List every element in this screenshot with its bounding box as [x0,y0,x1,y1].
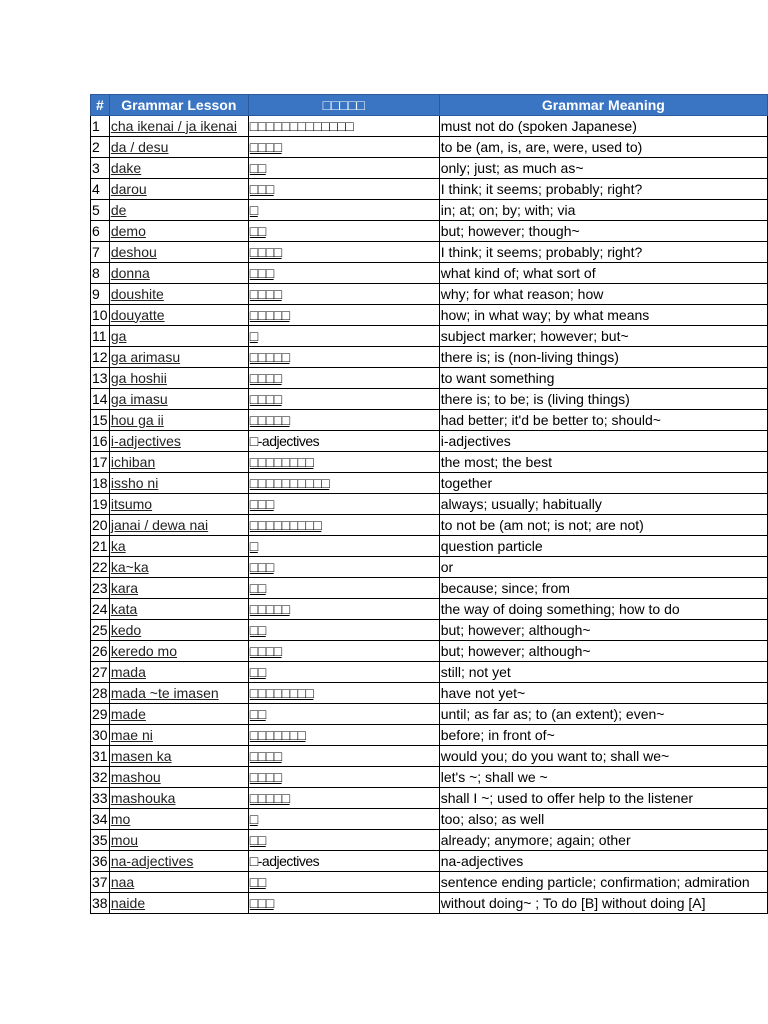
table-row [91,599,768,620]
grammar-meaning: together [439,473,767,494]
row-number: 32 [91,767,110,788]
grammar-lesson-link[interactable]: mashouka [109,788,248,809]
grammar-lesson-link[interactable]: doushite [109,284,248,305]
grammar-meaning: already; anymore; again; other [439,830,767,851]
row-number: 36 [91,851,110,872]
japanese-text: □ [248,200,439,221]
grammar-lesson-link[interactable]: de [109,200,248,221]
japanese-text: □□□□□□□□ [248,452,439,473]
row-number: 5 [91,200,110,221]
table-row [91,116,768,137]
japanese-text: □□□ [248,557,439,578]
table-row [91,389,768,410]
grammar-meaning: I think; it seems; probably; right? [439,179,767,200]
table-row [91,578,768,599]
row-number: 26 [91,641,110,662]
grammar-lesson-link[interactable]: ka [109,536,248,557]
row-number: 10 [91,305,110,326]
grammar-lesson-link[interactable]: masen ka [109,746,248,767]
grammar-lesson-link[interactable]: mada [109,662,248,683]
row-number: 37 [91,872,110,893]
table-row [91,704,768,725]
row-number: 14 [91,389,110,410]
japanese-text: □□□□□□□□ [248,683,439,704]
japanese-text: □□ [248,620,439,641]
header-japanese: □□□□□ [248,95,439,116]
grammar-meaning: still; not yet [439,662,767,683]
grammar-meaning: but; however; although~ [439,620,767,641]
row-number: 6 [91,221,110,242]
table-row [91,557,768,578]
japanese-text: □□□□□ [248,788,439,809]
grammar-sheet [90,94,768,914]
grammar-meaning: would you; do you want to; shall we~ [439,746,767,767]
table-row [91,620,768,641]
grammar-meaning: in; at; on; by; with; via [439,200,767,221]
table-row [91,662,768,683]
grammar-meaning: there is; is (non-living things) [439,347,767,368]
grammar-lesson-link[interactable]: kata [109,599,248,620]
grammar-meaning: question particle [439,536,767,557]
table-row [91,305,768,326]
row-number: 33 [91,788,110,809]
row-number: 23 [91,578,110,599]
row-number: 20 [91,515,110,536]
row-number: 15 [91,410,110,431]
table-row [91,767,768,788]
grammar-lesson-link[interactable]: naide [109,893,248,914]
table-row [91,158,768,179]
grammar-lesson-link[interactable]: mashou [109,767,248,788]
grammar-meaning: sentence ending particle; confirmation; admiration [439,872,767,893]
grammar-lesson-link[interactable]: naa [109,872,248,893]
japanese-text: □□□□ [248,137,439,158]
grammar-meaning: without doing~ ; To do [B] without doing [A] [439,893,767,914]
row-number: 21 [91,536,110,557]
grammar-meaning: i-adjectives [439,431,767,452]
japanese-text: □□ [248,872,439,893]
grammar-lesson-link[interactable]: cha ikenai / ja ikenai [109,116,248,137]
row-number: 27 [91,662,110,683]
grammar-meaning: because; since; from [439,578,767,599]
japanese-text: □□□□□□□□□□□□□ [248,116,439,137]
row-number: 22 [91,557,110,578]
table-row [91,809,768,830]
grammar-lesson-link[interactable]: ga [109,326,248,347]
grammar-lesson-link[interactable]: deshou [109,242,248,263]
japanese-text: □□□□ [248,389,439,410]
grammar-lesson-link[interactable]: demo [109,221,248,242]
row-number: 2 [91,137,110,158]
japanese-text: □□ [248,830,439,851]
japanese-text: □□□□□□□□□ [248,515,439,536]
row-number: 19 [91,494,110,515]
table-row [91,221,768,242]
japanese-text: □□□□ [248,641,439,662]
row-number: 35 [91,830,110,851]
grammar-lesson-link[interactable]: da / desu [109,137,248,158]
header-row [91,95,768,116]
table-row [91,242,768,263]
table-row [91,137,768,158]
grammar-lesson-link[interactable]: mou [109,830,248,851]
grammar-meaning: let's ~; shall we ~ [439,767,767,788]
table-row [91,641,768,662]
japanese-text: □□ [248,578,439,599]
table-row [91,284,768,305]
grammar-lesson-link[interactable]: douyatte [109,305,248,326]
table-row [91,452,768,473]
table-row [91,725,768,746]
table-row [91,515,768,536]
grammar-lesson-link[interactable]: ga imasu [109,389,248,410]
grammar-meaning: there is; to be; is (living things) [439,389,767,410]
header-number: # [91,95,110,116]
grammar-meaning: have not yet~ [439,683,767,704]
row-number: 31 [91,746,110,767]
row-number: 3 [91,158,110,179]
grammar-meaning: to want something [439,368,767,389]
header-grammar-meaning: Grammar Meaning [439,95,767,116]
row-number: 9 [91,284,110,305]
table-body [91,116,768,914]
grammar-meaning: but; however; although~ [439,641,767,662]
japanese-text: □□□ [248,179,439,200]
table-row [91,788,768,809]
japanese-text: □□ [248,158,439,179]
japanese-text: □□□□ [248,767,439,788]
grammar-meaning: what kind of; what sort of [439,263,767,284]
japanese-text: □□□□ [248,746,439,767]
row-number: 38 [91,893,110,914]
grammar-lesson-link[interactable]: dake [109,158,248,179]
japanese-text: □□□□□ [248,599,439,620]
japanese-text: □ [248,536,439,557]
grammar-lesson-link[interactable]: na-adjectives [109,851,248,872]
japanese-text: □□□ [248,893,439,914]
row-number: 18 [91,473,110,494]
grammar-lesson-link[interactable]: darou [109,179,248,200]
grammar-lesson-link[interactable]: ichiban [109,452,248,473]
grammar-meaning: until; as far as; to (an extent); even~ [439,704,767,725]
grammar-meaning: the most; the best [439,452,767,473]
grammar-meaning: I think; it seems; probably; right? [439,242,767,263]
japanese-text: □ [248,326,439,347]
japanese-text: □□□□ [248,368,439,389]
grammar-lesson-link[interactable]: mada ~te imasen [109,683,248,704]
table-row [91,473,768,494]
grammar-meaning: too; also; as well [439,809,767,830]
table-row [91,263,768,284]
row-number: 4 [91,179,110,200]
row-number: 13 [91,368,110,389]
table-row [91,683,768,704]
grammar-lesson-link[interactable]: kara [109,578,248,599]
japanese-text: □-adjectives [248,851,439,872]
row-number: 1 [91,116,110,137]
grammar-lesson-link[interactable]: donna [109,263,248,284]
row-number: 34 [91,809,110,830]
grammar-meaning: subject marker; however; but~ [439,326,767,347]
row-number: 24 [91,599,110,620]
table-row [91,872,768,893]
table-row [91,893,768,914]
table-row [91,368,768,389]
japanese-text: □□□ [248,263,439,284]
row-number: 25 [91,620,110,641]
grammar-meaning: only; just; as much as~ [439,158,767,179]
table-row [91,410,768,431]
grammar-meaning: to not be (am not; is not; are not) [439,515,767,536]
table-row [91,179,768,200]
japanese-text: □□ [248,662,439,683]
grammar-meaning: why; for what reason; how [439,284,767,305]
japanese-text: □□□□□□□ [248,725,439,746]
row-number: 11 [91,326,110,347]
table-row [91,347,768,368]
grammar-lesson-link[interactable]: ka~ka [109,557,248,578]
grammar-lesson-link[interactable]: keredo mo [109,641,248,662]
grammar-meaning: the way of doing something; how to do [439,599,767,620]
table-row [91,431,768,452]
japanese-text: □□ [248,704,439,725]
grammar-meaning: had better; it'd be better to; should~ [439,410,767,431]
japanese-text: □ [248,809,439,830]
grammar-meaning: or [439,557,767,578]
table-row [91,494,768,515]
row-number: 8 [91,263,110,284]
grammar-meaning: but; however; though~ [439,221,767,242]
japanese-text: □□□□□ [248,410,439,431]
grammar-lesson-link[interactable]: made [109,704,248,725]
grammar-lesson-link[interactable]: issho ni [109,473,248,494]
grammar-meaning: na-adjectives [439,851,767,872]
table-row [91,200,768,221]
japanese-text: □□□□ [248,284,439,305]
japanese-text: □-adjectives [248,431,439,452]
japanese-text: □□□□ [248,242,439,263]
header-grammar-lesson: Grammar Lesson [109,95,248,116]
grammar-lesson-link[interactable]: i-adjectives [109,431,248,452]
japanese-text: □□□□□□□□□□ [248,473,439,494]
grammar-lesson-link[interactable]: ga hoshii [109,368,248,389]
row-number: 29 [91,704,110,725]
row-number: 30 [91,725,110,746]
japanese-text: □□ [248,221,439,242]
grammar-lesson-link[interactable]: mo [109,809,248,830]
grammar-lesson-link[interactable]: janai / dewa nai [109,515,248,536]
table-row [91,746,768,767]
row-number: 28 [91,683,110,704]
grammar-meaning: to be (am, is, are, were, used to) [439,137,767,158]
table-row [91,851,768,872]
grammar-meaning: shall I ~; used to offer help to the listener [439,788,767,809]
row-number: 7 [91,242,110,263]
japanese-text: □□□□□ [248,305,439,326]
grammar-lesson-link[interactable]: itsumo [109,494,248,515]
japanese-text: □□□□□ [248,347,439,368]
row-number: 12 [91,347,110,368]
grammar-lesson-link[interactable]: ga arimasu [109,347,248,368]
japanese-text: □□□ [248,494,439,515]
grammar-meaning: how; in what way; by what means [439,305,767,326]
table-row [91,830,768,851]
table-row [91,536,768,557]
grammar-meaning: must not do (spoken Japanese) [439,116,767,137]
grammar-lesson-link[interactable]: mae ni [109,725,248,746]
row-number: 16 [91,431,110,452]
grammar-lesson-link[interactable]: hou ga ii [109,410,248,431]
grammar-lesson-link[interactable]: kedo [109,620,248,641]
grammar-meaning: always; usually; habitually [439,494,767,515]
table-row [91,326,768,347]
grammar-table [90,94,768,914]
grammar-meaning: before; in front of~ [439,725,767,746]
row-number: 17 [91,452,110,473]
